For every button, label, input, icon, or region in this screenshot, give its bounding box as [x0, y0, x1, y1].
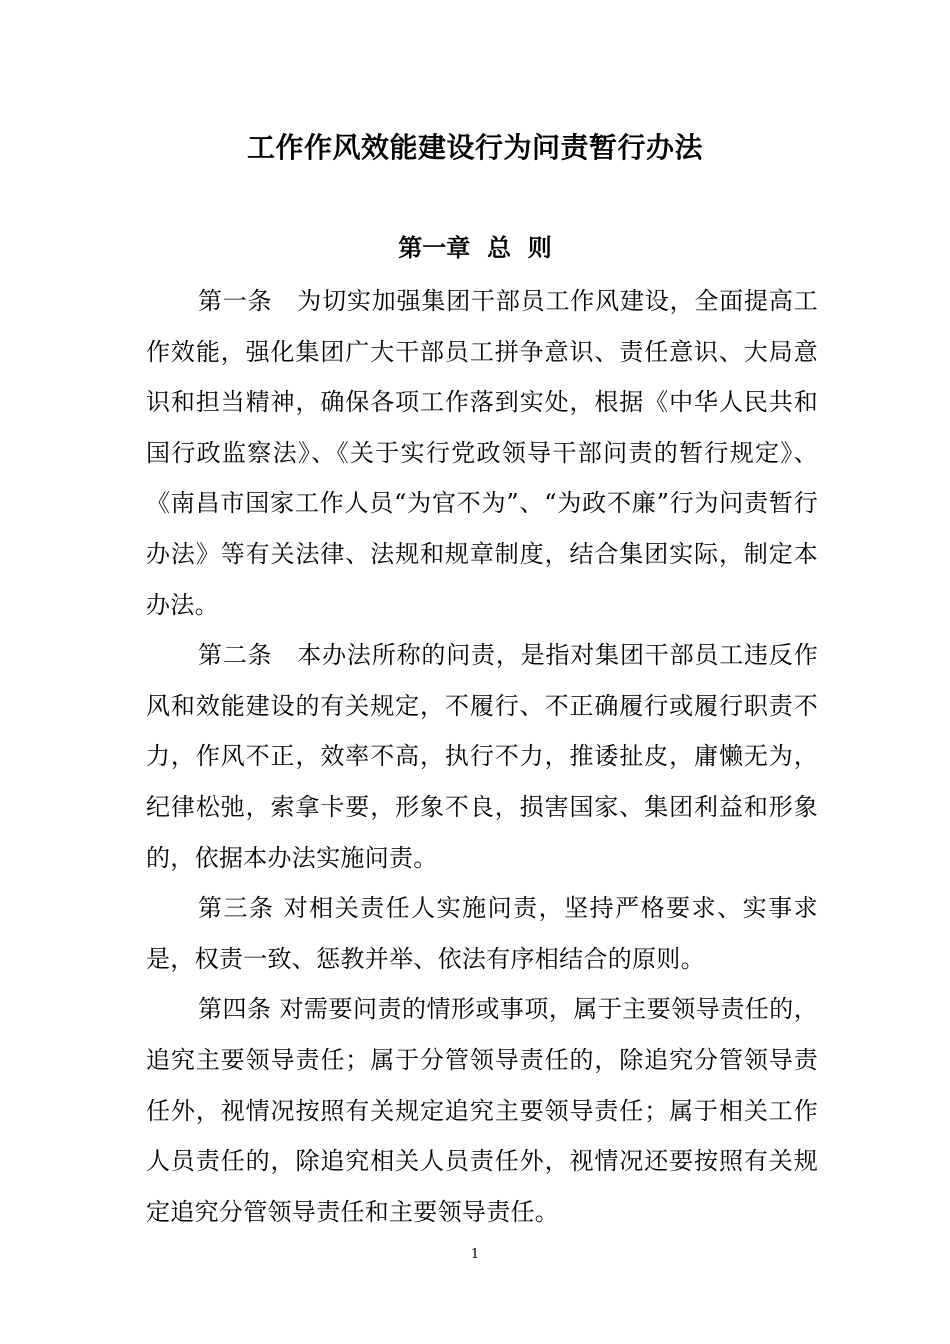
document-title: 工作作风效能建设行为问责暂行办法: [246, 131, 703, 164]
article-1: 第一条 为切实加强集团干部员工作风建设，全面提高工作效能，强化集团广大干部员工拼争意识、责任意识、大局意识和担当精神，确保各项工作落到实处，根据《中华人民共和国行政监察法》、《关于实行党政领导干部问责的暂行规定》、《南昌市国家工作人员“为官不为”、“为政不廉”行为问责暂行办法》等有关法律、法规和规章制度，结合集团实际，制定本办法。: [146, 287, 818, 619]
page-number: 1: [470, 1247, 480, 1262]
article-2: 第二条 本办法所称的问责，是指对集团干部员工违反作风和效能建设的有关规定，不履行、不正确履行或履行职责不力，作风不正，效率不高，执行不力，推诿扯皮，庸懒无为，纪律松弛，索拿卡要，形象不良，损害国家、集团利益和形象的，依据本办法实施问责。: [146, 641, 818, 872]
document-body: [146, 276, 818, 1237]
chapter-heading: 第一章 总 则: [398, 233, 552, 262]
article-3: 第三条 对相关责任人实施问责，坚持严格要求、实事求是，权责一致、惩教并举、依法有序相结合的原则。: [146, 894, 818, 973]
article-4: 第四条 对需要问责的情形或事项，属于主要领导责任的，追究主要领导责任；属于分管领导责任的，除追究分管领导责任外，视情况按照有关规定追究主要领导责任；属于相关工作人员责任的，除追究相关人员责任外，视情况还要按照有关规定追究分管领导责任和主要领导责任。: [146, 995, 818, 1226]
